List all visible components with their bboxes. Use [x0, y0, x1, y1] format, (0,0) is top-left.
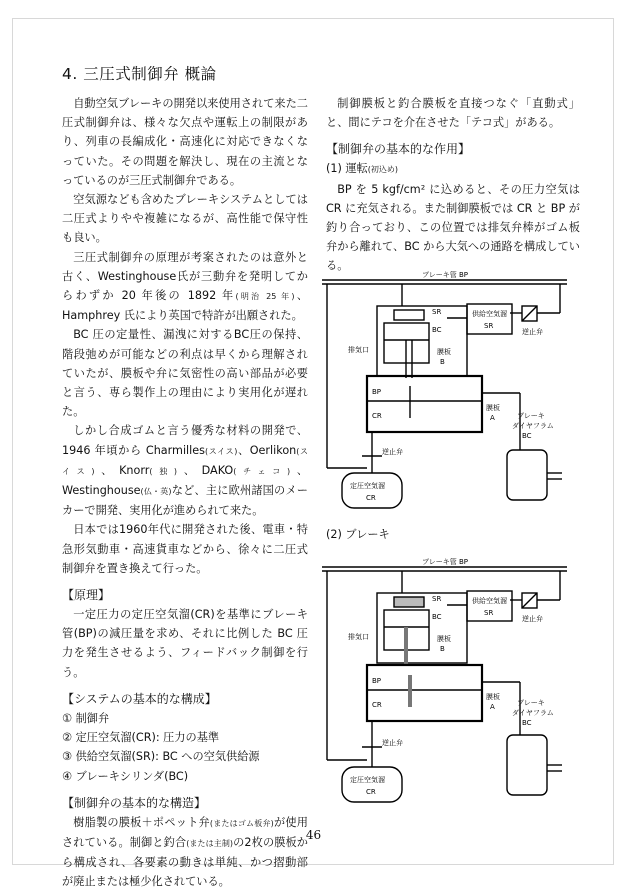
- diagram-label: SR: [484, 609, 494, 617]
- diagram-label: ブレーキ: [517, 699, 545, 707]
- diagram-label: 定圧空気溜: [350, 482, 385, 490]
- system-list: [62, 709, 308, 786]
- diagram-label: A: [490, 414, 495, 422]
- paragraph: 日本では1960年代に開発された後、電車・特急形気動車・高速貨車などから、徐々に二圧式制御弁を置き換えて行った。: [62, 523, 308, 575]
- diagram-running: [322, 268, 572, 520]
- paragraph: 自動空気ブレーキの開発以来使用されて来た二圧式制御弁は、様々な欠点や運転上の制限があり、列車の長編成化・高速化に対応できなくなっていた。その問題を解決し、現在の主流となっているのが三圧式制御弁である。: [62, 97, 308, 187]
- paragraph: 空気源なども含めたブレーキシステムとしては二圧式よりやや複雑になるが、高性能で保守性も良い。: [62, 193, 308, 245]
- diagram-label: 排気口: [348, 346, 369, 354]
- list-item: ④ ブレーキシリンダ(BC): [62, 769, 189, 783]
- diagram-label: B: [440, 645, 445, 653]
- diagram-label: BP: [372, 677, 382, 685]
- heading-system: 【システムの基本的な構成】: [62, 691, 217, 706]
- diagram-label: 逆止弁: [522, 615, 543, 623]
- paragraph: しかし合成ゴムと言う優秀な材料の開発で、1946 年頃から Charmilles(スイス)、Oerlikon(スイス)、Knorr(独)、DAKO(チェコ)、Westinghouse(仏・英)など、主に欧州諸国のメーカーで開発、実用化が進められて来た。: [62, 424, 308, 518]
- diagram-label: 定圧空気溜: [350, 776, 385, 784]
- left-column: [62, 94, 308, 892]
- diagram-label: ダイヤフラム: [512, 709, 554, 717]
- diagram-label: BC: [432, 613, 442, 621]
- diagram-label: CR: [366, 494, 376, 502]
- diagram-brake: [322, 555, 572, 817]
- diagram-label: CR: [372, 412, 382, 420]
- diagram-label: SR: [432, 595, 442, 603]
- diagram-label: ブレーキ管 BP: [422, 558, 468, 566]
- diagram-label: B: [440, 358, 445, 366]
- diagram-label: CR: [366, 788, 376, 796]
- diagram-label: BC: [432, 326, 442, 334]
- diagram-label: 供給空気溜: [472, 310, 507, 318]
- right-column: [326, 94, 580, 276]
- diagram-label: SR: [432, 308, 442, 316]
- diagram-label: 膜板: [437, 348, 451, 356]
- diagram-label: 供給空気溜: [472, 597, 507, 605]
- diagram-label: 膜板: [486, 693, 500, 701]
- diagram-label: BP: [372, 388, 382, 396]
- diagram-label: 排気口: [348, 633, 369, 641]
- diagram-label: 逆止弁: [522, 328, 543, 336]
- subheading-running: (1) 運転(初込め): [326, 162, 399, 176]
- diagram-label: BC: [522, 432, 532, 440]
- paragraph: BC 圧の定量性、漏洩に対するBC圧の保持、階段弛めが可能などの利点は早くから理解されていたが、膜板や弁に気密性の高い部品が必要と言う、専ら製作上の理由により実用化が遅れた。: [62, 328, 308, 419]
- diagram-label: 膜板: [486, 404, 500, 412]
- diagram-label: 逆止弁: [382, 448, 403, 456]
- diagram-label: 膜板: [437, 635, 451, 643]
- diagram-label: SR: [484, 322, 494, 330]
- list-item: ① 制御弁: [62, 711, 110, 725]
- diagram-label: BC: [522, 719, 532, 727]
- paragraph: 樹脂製の膜板＋ポペット弁(またはゴム板弁)が使用されている。制御と釣合(または主制)の2枚の膜板から構成され、各要素の動きは単純、かつ摺動部が廃止または極少化されている。: [62, 815, 308, 889]
- diagram-label: A: [490, 703, 495, 711]
- diagram-label: ブレーキ管 BP: [422, 271, 468, 279]
- page-number: 46: [305, 828, 322, 842]
- diagram-label: 逆止弁: [382, 739, 403, 747]
- subheading-brake: (2) ブレーキ: [326, 528, 390, 541]
- heading-principle: 【原理】: [62, 588, 111, 603]
- diagram-label: ダイヤフラム: [512, 422, 554, 430]
- heading-operation: 【制御弁の基本的な作用】: [326, 142, 471, 157]
- diagram-label: CR: [372, 701, 382, 709]
- paragraph: 制御膜板と釣合膜板を直接つなぐ「直動式」と、間にテコを介在させた「テコ式」がある。: [326, 97, 580, 130]
- paragraph: 一定圧力の定圧空気溜(CR)を基準にブレーキ管(BP)の減圧量を求め、それに比例した BC 圧力を発生させるよう、フィードバック制御を行う。: [62, 608, 308, 679]
- page-title: 4. 三圧式制御弁 概論: [62, 65, 217, 83]
- paragraph: 三圧式制御弁の原理が考案されたのは意外と古く、Westinghouse氏が三動弁を発明してからわずか 20 年後の 1892 年(明治 25 年)、Hamphrey 氏により英国で特許が出願された。: [62, 250, 308, 323]
- diagram-label: ブレーキ: [517, 412, 545, 420]
- list-item: ③ 供給空気溜(SR): BC への空気供給源: [62, 750, 260, 764]
- heading-structure: 【制御弁の基本的な構造】: [62, 795, 207, 810]
- paragraph: BP を 5 kgf/cm² に込めると、その圧力空気は CR に充気される。また制御膜板では CR と BP が釣り合っており、この位置では排気弁棒がゴム板弁から離れて、BC から大気への通路を構成している。: [326, 182, 580, 273]
- list-item: ② 定圧空気溜(CR): 圧力の基準: [62, 731, 220, 745]
